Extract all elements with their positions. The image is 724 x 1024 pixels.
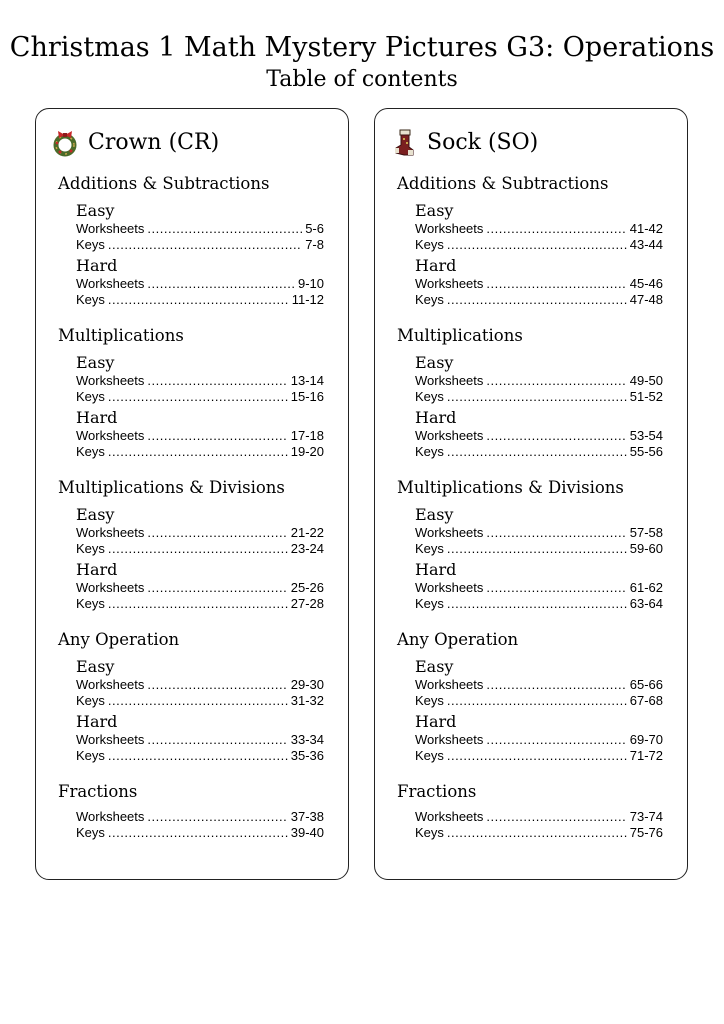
toc-entry: [415, 732, 663, 748]
page-range: 13-14: [290, 373, 324, 388]
difficulty-group: [58, 657, 324, 709]
difficulty-group: [397, 657, 663, 709]
entry-label: Keys: [76, 389, 105, 404]
page-range: 67-68: [629, 693, 663, 708]
section-title: Multiplications: [397, 326, 523, 345]
difficulty-label: Hard: [415, 256, 457, 275]
entry-label: Worksheets: [415, 276, 484, 291]
section-list: [397, 173, 663, 858]
toc-entry: [76, 444, 324, 460]
page-range: 7-8: [305, 237, 324, 252]
entry-label: Keys: [76, 596, 105, 611]
dot-leader: [486, 373, 626, 389]
toc-panel-crown: [35, 108, 349, 880]
dot-leader: [447, 693, 627, 709]
toc-panel-sock: [374, 108, 688, 880]
difficulty-label: Hard: [76, 408, 118, 427]
page-range: 65-66: [629, 677, 663, 692]
difficulty-label: Hard: [415, 408, 457, 427]
entry-list: [76, 525, 324, 557]
difficulty-label: Easy: [76, 201, 115, 220]
dot-leader: [108, 389, 288, 405]
dot-leader: [147, 428, 287, 444]
section-title: Multiplications & Divisions: [58, 478, 285, 497]
page-range: 33-34: [290, 732, 324, 747]
entry-label: Keys: [415, 292, 444, 307]
toc-entry: [415, 292, 663, 308]
difficulty-group: [397, 712, 663, 764]
toc-entry: [415, 428, 663, 444]
toc-entry: [76, 373, 324, 389]
difficulty-label: Hard: [76, 560, 118, 579]
difficulty-label: Easy: [415, 201, 454, 220]
entry-list: [415, 221, 663, 253]
entry-label: Keys: [415, 748, 444, 763]
dot-leader: [108, 693, 288, 709]
page-range: 49-50: [629, 373, 663, 388]
dot-leader: [447, 389, 627, 405]
dot-leader: [486, 677, 626, 693]
entry-label: Keys: [415, 541, 444, 556]
difficulty-label: Hard: [415, 712, 457, 731]
difficulty-label: Hard: [76, 256, 118, 275]
page-range: 63-64: [629, 596, 663, 611]
toc-section: [397, 629, 663, 764]
entry-label: Worksheets: [415, 580, 484, 595]
page-range: 45-46: [629, 276, 663, 291]
toc-section: [397, 781, 663, 841]
page-range: 61-62: [629, 580, 663, 595]
dot-leader: [108, 825, 288, 841]
page-range: 51-52: [629, 389, 663, 404]
toc-entry: [415, 237, 663, 253]
page-range: 5-6: [305, 221, 324, 236]
toc-entry: [76, 276, 324, 292]
page-range: 73-74: [629, 809, 663, 824]
dot-leader: [147, 809, 287, 825]
toc-entry: [76, 748, 324, 764]
page-range: 21-22: [290, 525, 324, 540]
entry-list: [415, 525, 663, 557]
entry-label: Worksheets: [76, 525, 145, 540]
entry-label: Keys: [76, 292, 105, 307]
toc-section: [58, 477, 324, 612]
dot-leader: [486, 428, 626, 444]
section-title: Additions & Subtractions: [397, 174, 609, 193]
toc-entry: [415, 525, 663, 541]
entry-list: [415, 428, 663, 460]
panel-title: Sock (SO): [427, 130, 539, 155]
toc-entry: [415, 748, 663, 764]
dot-leader: [147, 525, 287, 541]
page-title: Christmas 1 Math Mystery Pictures G3: Operations: [9, 32, 715, 63]
difficulty-group: [397, 201, 663, 253]
section-list: [58, 173, 324, 858]
entry-list: [415, 732, 663, 764]
entry-list: [415, 276, 663, 308]
wreath-icon: [52, 128, 78, 158]
difficulty-group: [397, 560, 663, 612]
toc-entry: [76, 693, 324, 709]
page-range: 9-10: [297, 276, 324, 291]
difficulty-label: Easy: [76, 657, 115, 676]
page-range: 57-58: [629, 525, 663, 540]
page-range: 27-28: [290, 596, 324, 611]
difficulty-label: Easy: [415, 353, 454, 372]
entry-label: Worksheets: [76, 428, 145, 443]
panel-title: Crown (CR): [88, 130, 220, 155]
entry-label: Keys: [76, 693, 105, 708]
page-range: 11-12: [291, 292, 324, 307]
page-range: 47-48: [629, 292, 663, 307]
page-range: 17-18: [290, 428, 324, 443]
entry-list: [415, 373, 663, 405]
dot-leader: [147, 221, 302, 237]
page-subtitle: Table of contents: [266, 67, 458, 92]
entry-list: [76, 276, 324, 308]
dot-leader: [147, 732, 287, 748]
toc-entry: [76, 237, 324, 253]
difficulty-group: [397, 256, 663, 308]
entry-label: Worksheets: [415, 221, 484, 236]
entry-label: Worksheets: [415, 373, 484, 388]
entry-list: [397, 809, 663, 841]
dot-leader: [147, 276, 295, 292]
toc-section: [397, 477, 663, 612]
page-range: 31-32: [290, 693, 324, 708]
entry-label: Worksheets: [76, 373, 145, 388]
difficulty-label: Easy: [76, 505, 115, 524]
toc-section: [397, 325, 663, 460]
entry-list: [76, 580, 324, 612]
page-range: 37-38: [290, 809, 324, 824]
toc-section: [58, 629, 324, 764]
toc-entry: [76, 677, 324, 693]
entry-list: [76, 732, 324, 764]
entry-label: Worksheets: [76, 580, 145, 595]
entry-label: Worksheets: [415, 732, 484, 747]
toc-section: [58, 781, 324, 841]
section-title: Fractions: [397, 782, 477, 801]
section-title: Multiplications: [58, 326, 184, 345]
toc-entry: [76, 221, 324, 237]
dot-leader: [147, 677, 287, 693]
dot-leader: [447, 444, 627, 460]
toc-entry: [415, 809, 663, 825]
section-title: Additions & Subtractions: [58, 174, 270, 193]
entry-label: Worksheets: [76, 276, 145, 291]
difficulty-group: [58, 505, 324, 557]
section-title: Any Operation: [397, 630, 519, 649]
entry-label: Worksheets: [415, 809, 484, 824]
panel-header: [52, 123, 219, 163]
dot-leader: [108, 444, 288, 460]
difficulty-group: [397, 505, 663, 557]
entry-label: Worksheets: [415, 428, 484, 443]
toc-entry: [415, 825, 663, 841]
entry-label: Keys: [76, 444, 105, 459]
entry-label: Keys: [76, 541, 105, 556]
toc-section: [58, 325, 324, 460]
dot-leader: [486, 580, 626, 596]
entry-label: Worksheets: [76, 677, 145, 692]
difficulty-group: [397, 408, 663, 460]
toc-section: [58, 173, 324, 308]
page-range: 25-26: [290, 580, 324, 595]
page-range: 75-76: [629, 825, 663, 840]
panel-header: [391, 123, 538, 163]
entry-list: [76, 373, 324, 405]
section-title: Multiplications & Divisions: [397, 478, 624, 497]
stocking-icon: [391, 128, 417, 158]
toc-entry: [415, 276, 663, 292]
toc-entry: [76, 825, 324, 841]
entry-label: Keys: [76, 237, 105, 252]
toc-entry: [76, 292, 324, 308]
dot-leader: [447, 825, 627, 841]
toc-entry: [415, 221, 663, 237]
entry-label: Keys: [415, 389, 444, 404]
dot-leader: [108, 596, 288, 612]
toc-entry: [76, 428, 324, 444]
page-range: 71-72: [629, 748, 663, 763]
entry-list: [76, 428, 324, 460]
page-range: 39-40: [290, 825, 324, 840]
toc-entry: [415, 389, 663, 405]
entry-label: Worksheets: [415, 525, 484, 540]
page-range: 15-16: [290, 389, 324, 404]
toc-section: [397, 173, 663, 308]
difficulty-group: [58, 560, 324, 612]
dot-leader: [486, 221, 626, 237]
page-range: 59-60: [629, 541, 663, 556]
dot-leader: [108, 292, 289, 308]
entry-label: Worksheets: [76, 221, 145, 236]
dot-leader: [447, 541, 627, 557]
dot-leader: [147, 580, 287, 596]
toc-entry: [415, 541, 663, 557]
entry-label: Worksheets: [76, 732, 145, 747]
entry-label: Keys: [415, 693, 444, 708]
dot-leader: [486, 276, 626, 292]
entry-list: [76, 677, 324, 709]
entry-label: Keys: [76, 825, 105, 840]
dot-leader: [147, 373, 287, 389]
toc-entry: [76, 541, 324, 557]
dot-leader: [108, 748, 288, 764]
toc-entry: [76, 732, 324, 748]
toc-entry: [76, 525, 324, 541]
difficulty-group: [58, 353, 324, 405]
page-range: 35-36: [290, 748, 324, 763]
page-range: 55-56: [629, 444, 663, 459]
difficulty-label: Easy: [415, 657, 454, 676]
difficulty-group: [58, 712, 324, 764]
entry-list: [415, 580, 663, 612]
toc-entry: [415, 373, 663, 389]
toc-entry: [76, 389, 324, 405]
entry-list: [76, 221, 324, 253]
difficulty-label: Hard: [415, 560, 457, 579]
toc-entry: [76, 809, 324, 825]
entry-label: Keys: [415, 825, 444, 840]
dot-leader: [447, 748, 627, 764]
difficulty-label: Easy: [415, 505, 454, 524]
dot-leader: [486, 809, 626, 825]
difficulty-group: [58, 408, 324, 460]
entry-label: Keys: [76, 748, 105, 763]
entry-label: Keys: [415, 444, 444, 459]
dot-leader: [447, 237, 627, 253]
difficulty-group: [58, 256, 324, 308]
dot-leader: [447, 292, 627, 308]
entry-label: Worksheets: [415, 677, 484, 692]
toc-entry: [415, 677, 663, 693]
dot-leader: [108, 237, 302, 253]
section-title: Any Operation: [58, 630, 180, 649]
entry-label: Worksheets: [76, 809, 145, 824]
toc-entry: [415, 596, 663, 612]
difficulty-group: [397, 353, 663, 405]
dot-leader: [486, 732, 626, 748]
dot-leader: [108, 541, 288, 557]
page-range: 43-44: [629, 237, 663, 252]
page-range: 29-30: [290, 677, 324, 692]
entry-label: Keys: [415, 596, 444, 611]
toc-entry: [415, 693, 663, 709]
page-range: 19-20: [290, 444, 324, 459]
toc-entry: [76, 580, 324, 596]
difficulty-label: Hard: [76, 712, 118, 731]
toc-entry: [415, 444, 663, 460]
difficulty-label: Easy: [76, 353, 115, 372]
dot-leader: [447, 596, 627, 612]
entry-list: [58, 809, 324, 841]
entry-label: Keys: [415, 237, 444, 252]
toc-entry: [415, 580, 663, 596]
page-range: 23-24: [290, 541, 324, 556]
page-range: 41-42: [629, 221, 663, 236]
dot-leader: [486, 525, 626, 541]
toc-entry: [76, 596, 324, 612]
difficulty-group: [58, 201, 324, 253]
page-range: 69-70: [629, 732, 663, 747]
entry-list: [415, 677, 663, 709]
section-title: Fractions: [58, 782, 138, 801]
page-range: 53-54: [629, 428, 663, 443]
